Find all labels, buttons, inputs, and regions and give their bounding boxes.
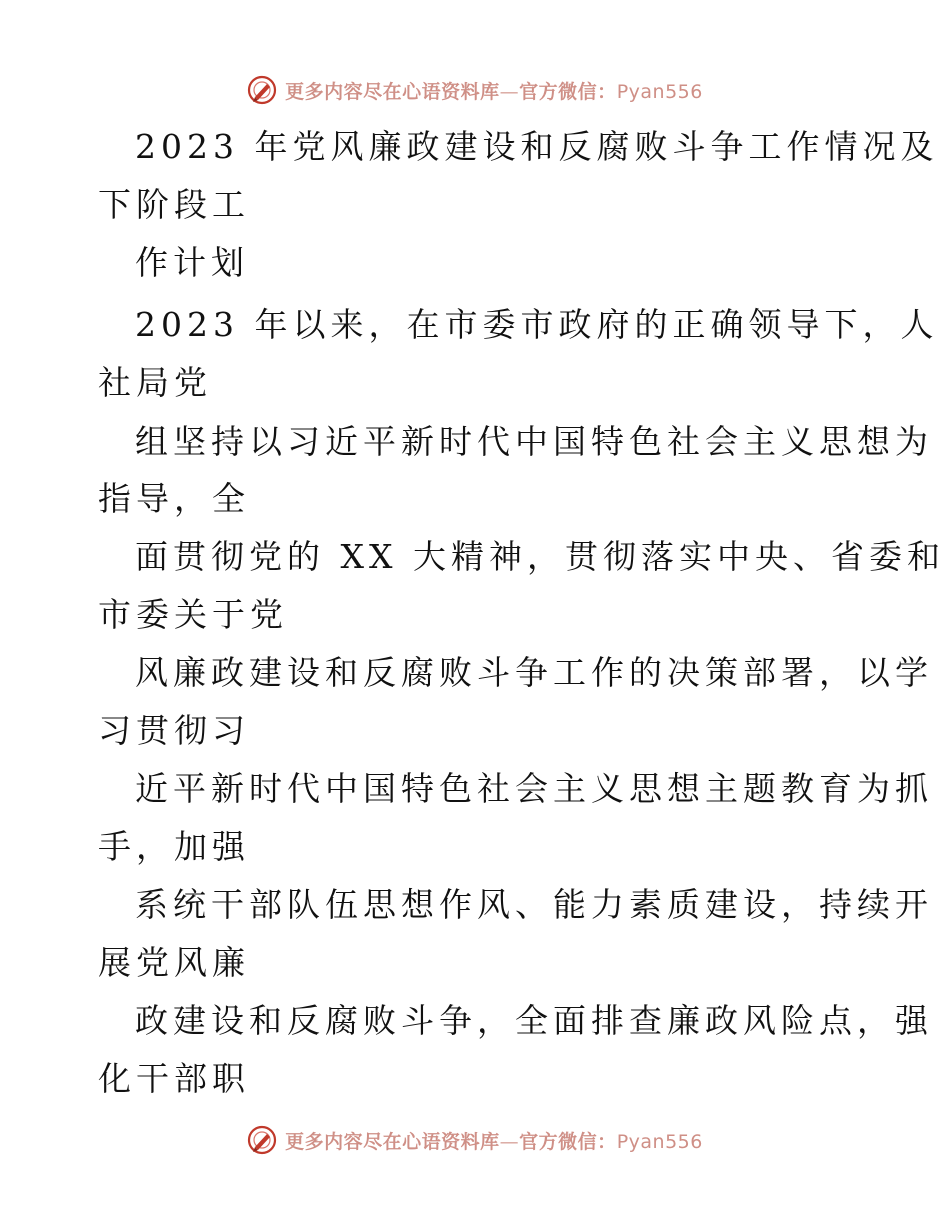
watermark-wechat-label: 官方微信：: [519, 1130, 617, 1153]
watermark-wechat-id: Pyan556: [616, 1130, 703, 1153]
watermark-brand: 更多内容尽在心语资料库: [285, 1130, 500, 1153]
watermark-wechat-id: Pyan556: [616, 80, 703, 103]
doc-line-title-1: 2023 年党风廉政建设和反腐败斗争工作情况及: [135, 127, 939, 166]
doc-line: 面贯彻党的 XX 大精神，贯彻落实中央、省委和: [135, 537, 945, 576]
doc-line: 市委关于党: [98, 595, 288, 634]
doc-line-title-3: 作计划: [135, 243, 249, 282]
doc-line: 习贯彻习: [98, 711, 250, 750]
watermark-wechat-label: 官方微信：: [519, 80, 617, 103]
pen-logo-icon: [247, 1125, 277, 1155]
doc-line: 手，加强: [98, 827, 250, 866]
watermark-text: [285, 77, 703, 104]
watermark-brand: 更多内容尽在心语资料库: [285, 80, 500, 103]
doc-line: 政建设和反腐败斗争，全面排查廉政风险点，强: [135, 1001, 933, 1040]
doc-line-title-2: 下阶段工: [98, 185, 250, 224]
watermark-text: [285, 1127, 703, 1154]
footer-watermark: [0, 1120, 950, 1160]
watermark-separator: —: [499, 80, 520, 103]
doc-line: 近平新时代中国特色社会主义思想主题教育为抓: [135, 769, 933, 808]
doc-line: 系统干部队伍思想作风、能力素质建设，持续开: [135, 885, 933, 924]
doc-line: 社局党: [98, 363, 212, 402]
doc-line: 指导，全: [98, 479, 250, 518]
pen-logo-icon: [247, 75, 277, 105]
doc-line: 展党风廉: [98, 943, 250, 982]
doc-line: 风廉政建设和反腐败斗争工作的决策部署，以学: [135, 653, 933, 692]
header-watermark: [0, 70, 950, 110]
doc-line: 化干部职: [98, 1059, 250, 1098]
doc-line: 2023 年以来，在市委市政府的正确领导下，人: [135, 305, 939, 344]
watermark-separator: —: [499, 1130, 520, 1153]
doc-line: 组坚持以习近平新时代中国特色社会主义思想为: [135, 422, 933, 461]
